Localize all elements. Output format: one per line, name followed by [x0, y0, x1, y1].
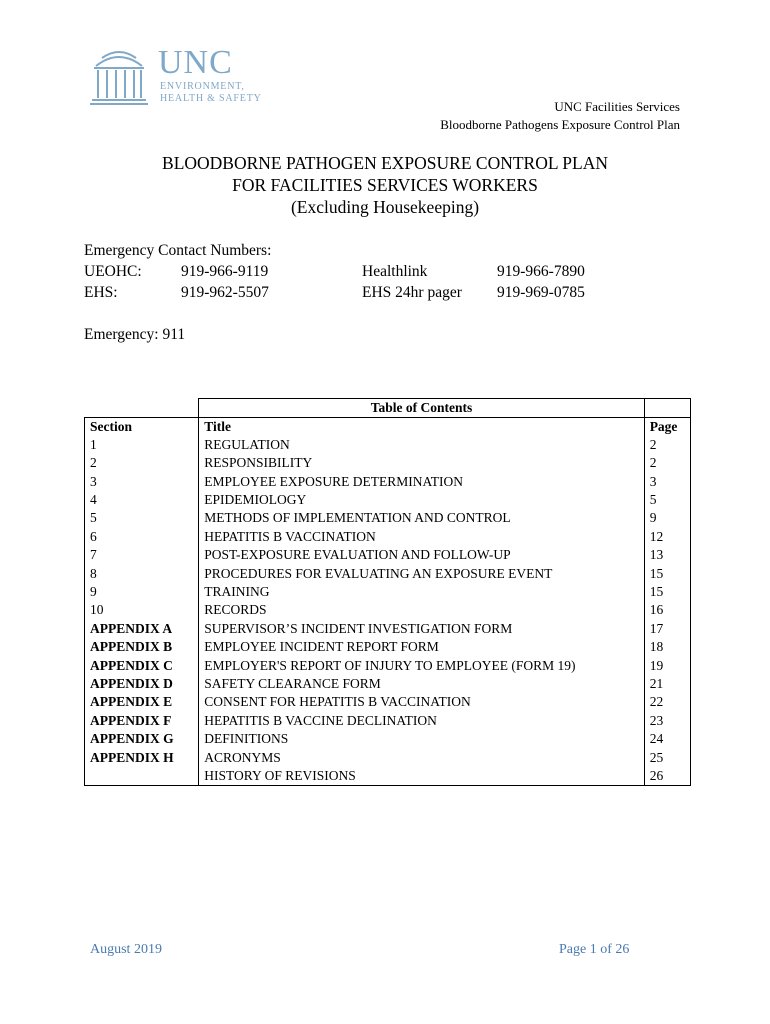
toc-page: 26 — [649, 767, 664, 783]
toc-section: 5 — [90, 510, 97, 526]
running-header — [440, 98, 680, 134]
contact-number: 919-966-9119 — [181, 263, 269, 280]
contact-number: 919-969-0785 — [497, 284, 585, 301]
toc-title: POST-EXPOSURE EVALUATION AND FOLLOW-UP — [204, 547, 511, 563]
toc-title: RECORDS — [204, 602, 267, 618]
toc-title: DEFINITIONS — [204, 731, 289, 747]
toc-page: 13 — [649, 547, 664, 563]
table-of-contents — [84, 398, 691, 786]
toc-section: APPENDIX D — [90, 675, 173, 691]
toc-page: 21 — [649, 675, 664, 691]
header-line-1: UNC Facilities Services — [554, 99, 680, 114]
toc-title: PROCEDURES FOR EVALUATING AN EXPOSURE EVENT — [204, 565, 553, 581]
toc-title: REGULATION — [204, 436, 290, 452]
toc-section: 1 — [90, 436, 97, 452]
old-well-icon — [88, 46, 150, 108]
toc-section: 3 — [90, 473, 97, 489]
logo-unc-text: UNC — [158, 44, 233, 81]
title-line-2: FOR FACILITIES SERVICES WORKERS — [232, 175, 538, 195]
toc-page: 23 — [649, 712, 664, 728]
toc-page: 2 — [649, 436, 657, 452]
toc-blank-cell — [85, 399, 199, 418]
title-line-3: (Excluding Housekeeping) — [290, 197, 480, 217]
document-title — [0, 152, 770, 218]
toc-title: EMPLOYEE INCIDENT REPORT FORM — [204, 639, 439, 655]
toc-page: 12 — [649, 528, 664, 544]
toc-title: EMPLOYEE EXPOSURE DETERMINATION — [204, 473, 463, 489]
emergency-number: Emergency: 911 — [84, 326, 186, 343]
toc-section: 6 — [90, 528, 97, 544]
contact-label: Healthlink — [362, 263, 428, 280]
toc-header-row — [85, 399, 691, 418]
toc-title: EPIDEMIOLOGY — [204, 492, 307, 508]
toc-section: 2 — [90, 455, 97, 471]
toc-page: 18 — [649, 639, 664, 655]
toc-section: APPENDIX G — [90, 731, 174, 747]
col-header-page: Page — [649, 418, 678, 434]
toc-title: METHODS OF IMPLEMENTATION AND CONTROL — [204, 510, 511, 526]
contact-number: 919-966-7890 — [497, 263, 585, 280]
contact-label: EHS 24hr pager — [362, 284, 462, 301]
toc-page: 24 — [649, 731, 664, 747]
toc-page: 16 — [649, 602, 664, 618]
toc-page: 2 — [649, 455, 657, 471]
toc-section: APPENDIX E — [90, 694, 173, 710]
contact-label: UEOHC: — [84, 263, 142, 280]
toc-title: SAFETY CLEARANCE FORM — [204, 675, 381, 691]
toc-page: 19 — [649, 657, 664, 673]
contact-number: 919-962-5507 — [181, 284, 269, 301]
title-line-1: BLOODBORNE PATHOGEN EXPOSURE CONTROL PLAN — [162, 153, 608, 173]
emergency-contacts — [84, 240, 644, 303]
toc-page: 3 — [649, 473, 657, 489]
toc-title: HEPATITIS B VACCINE DECLINATION — [204, 712, 437, 728]
toc-title: CONSENT FOR HEPATITIS B VACCINATION — [204, 694, 471, 710]
contact-label: EHS: — [84, 284, 118, 301]
toc-section: 10 — [90, 602, 104, 618]
toc-section: 8 — [90, 565, 97, 581]
toc-section: 7 — [90, 547, 97, 563]
contact-row — [84, 282, 644, 303]
toc-title: HISTORY OF REVISIONS — [204, 767, 356, 783]
toc-section: APPENDIX B — [90, 639, 173, 655]
col-header-section: Section — [90, 418, 132, 434]
toc-page: 15 — [649, 584, 664, 600]
toc-section: 9 — [90, 584, 97, 600]
toc-page-column — [644, 417, 690, 786]
toc-title: RESPONSIBILITY — [204, 455, 313, 471]
toc-section: APPENDIX H — [90, 749, 174, 765]
toc-page: 9 — [649, 510, 657, 526]
unc-ehs-logo — [88, 46, 268, 108]
toc-page: 17 — [649, 620, 664, 636]
toc-section: APPENDIX F — [90, 712, 172, 728]
toc-title: ACRONYMS — [204, 749, 281, 765]
toc-title: EMPLOYER'S REPORT OF INJURY TO EMPLOYEE (FORM 19) — [204, 657, 576, 673]
header-line-2: Bloodborne Pathogens Exposure Control Plan — [440, 117, 680, 132]
toc-title: SUPERVISOR’S INCIDENT INVESTIGATION FORM — [204, 620, 513, 636]
toc-title: HEPATITIS B VACCINATION — [204, 528, 376, 544]
toc-page: 15 — [649, 565, 664, 581]
toc-section: 4 — [90, 492, 97, 508]
contact-row — [84, 261, 644, 282]
toc-section: APPENDIX C — [90, 657, 173, 673]
toc-section-column — [85, 417, 199, 786]
toc-page: 25 — [649, 749, 664, 765]
toc-blank-cell — [644, 399, 690, 418]
toc-title: TRAINING — [204, 584, 270, 600]
col-header-title: Title — [204, 418, 231, 434]
logo-subtitle-1: ENVIRONMENT, — [160, 81, 245, 92]
toc-heading: Table of Contents — [199, 399, 644, 418]
toc-page: 5 — [649, 492, 657, 508]
toc-section: APPENDIX A — [90, 620, 173, 636]
footer-date: August 2019 — [90, 942, 162, 957]
logo-subtitle-2: HEALTH & SAFETY — [160, 93, 262, 104]
toc-title-column — [199, 417, 644, 786]
toc-page: 22 — [649, 694, 664, 710]
toc-body-row — [85, 417, 691, 786]
footer-page-number: Page 1 of 26 — [559, 942, 630, 957]
contacts-heading: Emergency Contact Numbers: — [84, 242, 272, 259]
